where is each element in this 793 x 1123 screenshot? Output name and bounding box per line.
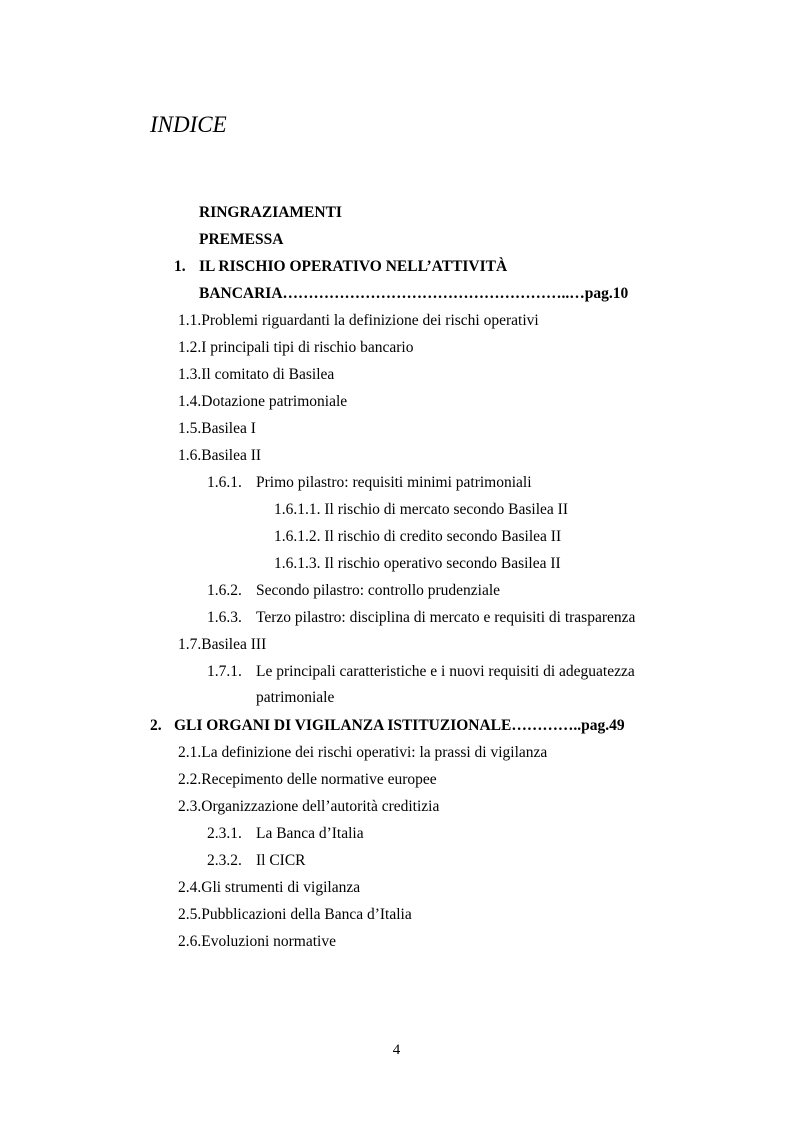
toc-section-2-2 <box>178 770 437 790</box>
toc-subsection-1-7-1-number: 1.7.1. <box>207 663 242 680</box>
section-title: La definizione dei rischi operativi: la prassi di vigilanza <box>201 744 548 761</box>
section-title: Recepimento delle normative europee <box>201 771 437 788</box>
toc-subsection-1-6-2-number: 1.6.2. <box>207 582 242 599</box>
toc-section-1-4 <box>178 392 347 412</box>
section-title: Pubblicazioni della Banca d’Italia <box>201 906 412 923</box>
toc-section-2-5 <box>178 905 412 925</box>
section-title: Evoluzioni normative <box>201 933 336 950</box>
section-number: 1.1. <box>178 312 202 329</box>
toc-subsection-2-3-1-number: 2.3.1. <box>207 825 242 842</box>
toc-subsubsection-1-6-1-2: 1.6.1.2. Il rischio di credito secondo Basilea II <box>274 528 562 545</box>
section-title: I principali tipi di rischio bancario <box>201 339 414 356</box>
toc-section-1-6 <box>178 446 261 466</box>
section-number: 1.7. <box>178 636 202 653</box>
toc-subsection-1-6-1-title: Primo pilastro: requisiti minimi patrimoniali <box>256 474 532 491</box>
toc-subsection-1-6-2-title: Secondo pilastro: controllo prudenziale <box>256 582 501 599</box>
section-number: 2.4. <box>178 879 202 896</box>
section-title: Organizzazione dell’autorità creditizia <box>201 798 440 815</box>
section-number: 1.3. <box>178 366 202 383</box>
toc-chapter-2-title: GLI ORGANI DI VIGILANZA ISTITUZIONALE…………..pag.49 <box>174 717 625 734</box>
section-title: Gli strumenti di vigilanza <box>201 879 361 896</box>
toc-section-1-3 <box>178 365 334 385</box>
section-number: 1.5. <box>178 420 202 437</box>
toc-section-2-1 <box>178 743 547 763</box>
toc-section-1-2 <box>178 338 413 358</box>
toc-subsection-2-3-1-title: La Banca d’Italia <box>256 825 364 842</box>
toc-subsection-2-3-2-title: Il CICR <box>256 852 306 869</box>
section-title: Problemi riguardanti la definizione dei rischi operativi <box>201 312 539 329</box>
toc-section-1-7 <box>178 635 266 655</box>
toc-chapter-1-title-continued: BANCARIA………………………………………………..…pag.10 <box>199 285 629 302</box>
section-title: Basilea II <box>201 447 262 464</box>
section-number: 2.3. <box>178 798 202 815</box>
page-number: 4 <box>392 1042 401 1058</box>
toc-subsection-1-7-1-title-continued: patrimoniale <box>256 689 335 706</box>
toc-section-1-1 <box>178 311 539 331</box>
toc-section-2-3 <box>178 797 439 817</box>
toc-chapter-1-title: IL RISCHIO OPERATIVO NELL’ATTIVITÀ <box>199 258 508 275</box>
page-title: INDICE <box>150 112 227 137</box>
toc-subsubsection-1-6-1-1: 1.6.1.1. Il rischio di mercato secondo Basilea II <box>274 501 568 518</box>
toc-subsection-1-6-3-title: Terzo pilastro: disciplina di mercato e requisiti di trasparenza <box>256 609 636 626</box>
toc-subsection-1-6-1-number: 1.6.1. <box>207 474 242 491</box>
toc-entry-ringraziamenti: RINGRAZIAMENTI <box>199 204 342 221</box>
toc-entry-premessa: PREMESSA <box>199 231 284 248</box>
toc-subsubsection-1-6-1-3: 1.6.1.3. Il rischio operativo secondo Basilea II <box>274 555 561 572</box>
toc-subsection-1-6-3-number: 1.6.3. <box>207 609 242 626</box>
section-title: Il comitato di Basilea <box>201 366 335 383</box>
toc-subsection-2-3-2-number: 2.3.2. <box>207 852 242 869</box>
toc-chapter-2-number: 2. <box>150 717 162 734</box>
section-number: 2.6. <box>178 933 202 950</box>
toc-section-2-6 <box>178 932 336 952</box>
section-number: 1.4. <box>178 393 202 410</box>
toc-subsection-1-7-1-title: Le principali caratteristiche e i nuovi requisiti di adeguatezza <box>256 663 635 680</box>
section-number: 1.6. <box>178 447 202 464</box>
section-number: 2.5. <box>178 906 202 923</box>
section-title: Dotazione patrimoniale <box>201 393 348 410</box>
section-title: Basilea I <box>201 420 256 437</box>
toc-section-2-4 <box>178 878 360 898</box>
toc-chapter-1-number: 1. <box>174 258 186 275</box>
section-title: Basilea III <box>201 636 267 653</box>
toc-section-1-5 <box>178 419 256 439</box>
section-number: 2.2. <box>178 771 202 788</box>
section-number: 2.1. <box>178 744 202 761</box>
section-number: 1.2. <box>178 339 202 356</box>
